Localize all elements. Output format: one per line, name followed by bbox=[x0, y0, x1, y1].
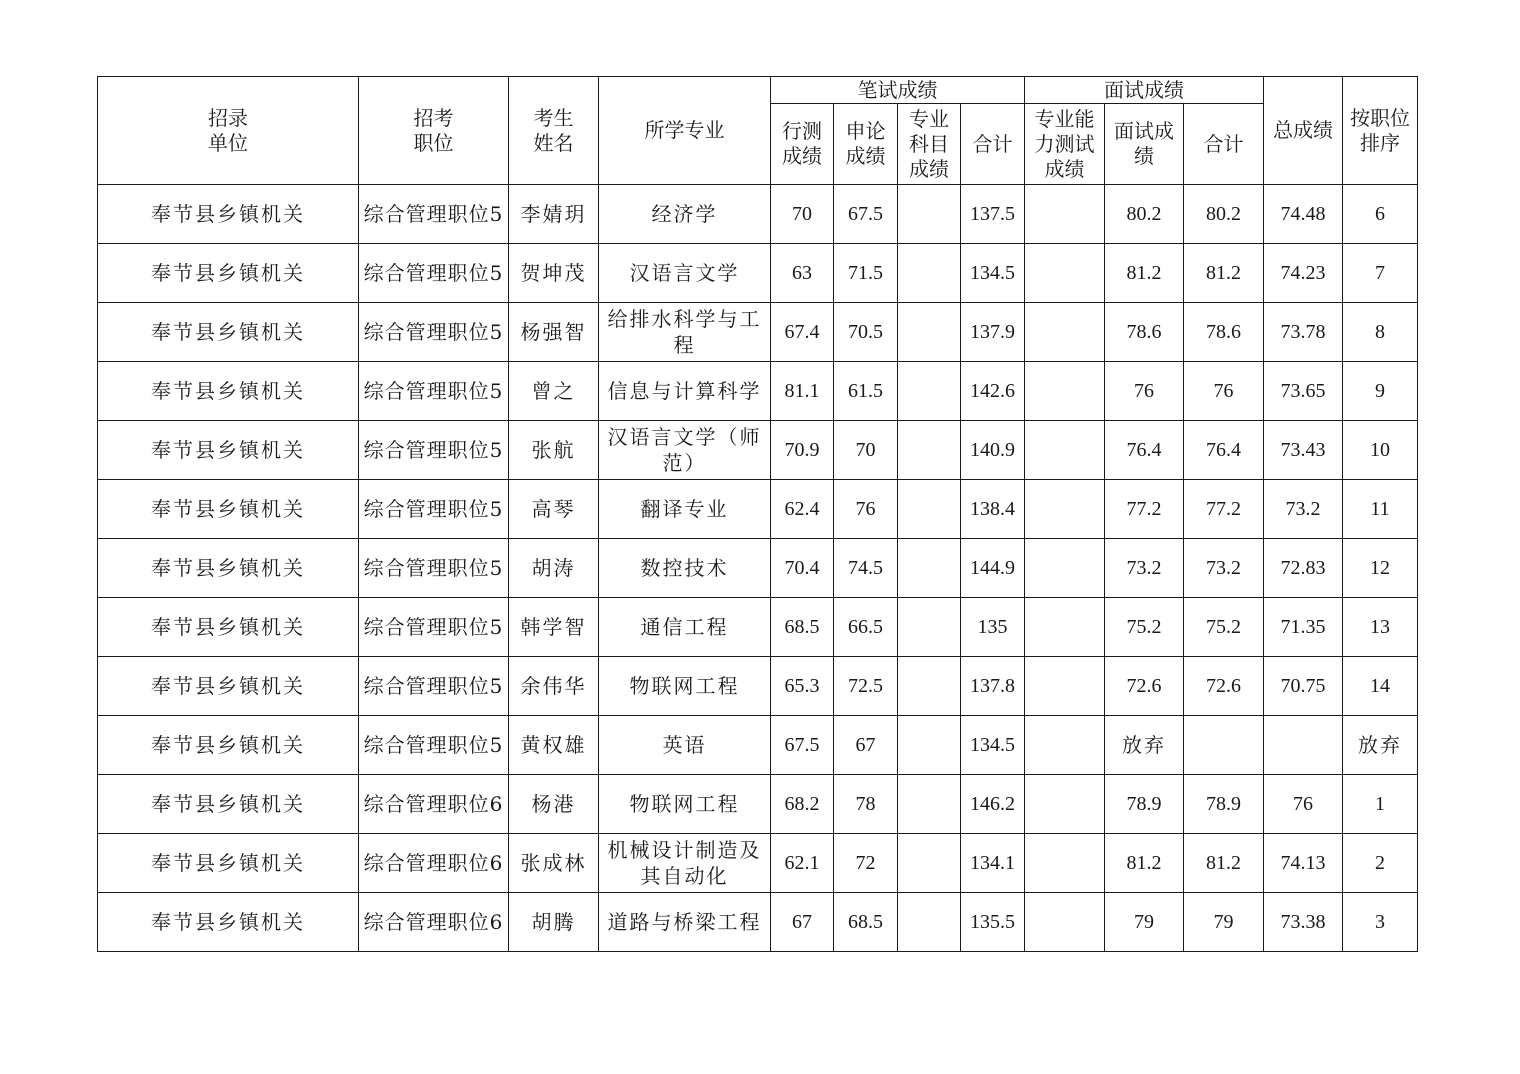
cell-written-total: 144.9 bbox=[961, 539, 1025, 598]
header-major: 所学专业 bbox=[599, 77, 771, 185]
table-row bbox=[98, 244, 1418, 303]
cell-rank: 10 bbox=[1343, 421, 1418, 480]
cell-interview: 放弃 bbox=[1105, 716, 1184, 775]
cell-unit: 奉节县乡镇机关 bbox=[98, 893, 359, 952]
cell-interview-total: 78.6 bbox=[1184, 303, 1264, 362]
cell-position: 综合管理职位6 bbox=[359, 893, 509, 952]
cell-major: 数控技术 bbox=[599, 539, 771, 598]
cell-shenlun: 78 bbox=[834, 775, 898, 834]
cell-shenlun: 72.5 bbox=[834, 657, 898, 716]
cell-name: 李婧玥 bbox=[509, 185, 599, 244]
cell-shenlun: 70 bbox=[834, 421, 898, 480]
cell-xingce: 70 bbox=[771, 185, 834, 244]
cell-interview-total: 73.2 bbox=[1184, 539, 1264, 598]
cell-written-total: 138.4 bbox=[961, 480, 1025, 539]
cell-interview-total: 76.4 bbox=[1184, 421, 1264, 480]
cell-ability bbox=[1025, 775, 1105, 834]
cell-xingce: 62.4 bbox=[771, 480, 834, 539]
cell-special bbox=[898, 834, 961, 893]
cell-ability bbox=[1025, 893, 1105, 952]
header-unit: 招录 单位 bbox=[98, 77, 359, 185]
cell-written-total: 146.2 bbox=[961, 775, 1025, 834]
table-row bbox=[98, 362, 1418, 421]
cell-special bbox=[898, 244, 961, 303]
cell-interview-total: 75.2 bbox=[1184, 598, 1264, 657]
cell-interview: 80.2 bbox=[1105, 185, 1184, 244]
cell-total: 73.65 bbox=[1264, 362, 1343, 421]
cell-written-total: 135.5 bbox=[961, 893, 1025, 952]
cell-interview-total: 79 bbox=[1184, 893, 1264, 952]
cell-written-total: 142.6 bbox=[961, 362, 1025, 421]
cell-position: 综合管理职位5 bbox=[359, 362, 509, 421]
cell-total: 74.23 bbox=[1264, 244, 1343, 303]
cell-name: 黄权雄 bbox=[509, 716, 599, 775]
cell-name: 韩学智 bbox=[509, 598, 599, 657]
cell-total: 73.2 bbox=[1264, 480, 1343, 539]
cell-ability bbox=[1025, 480, 1105, 539]
cell-special bbox=[898, 893, 961, 952]
cell-rank: 8 bbox=[1343, 303, 1418, 362]
cell-special bbox=[898, 657, 961, 716]
cell-position: 综合管理职位5 bbox=[359, 598, 509, 657]
cell-shenlun: 66.5 bbox=[834, 598, 898, 657]
header-position: 招考 职位 bbox=[359, 77, 509, 185]
cell-rank: 13 bbox=[1343, 598, 1418, 657]
cell-major: 物联网工程 bbox=[599, 775, 771, 834]
table-row bbox=[98, 716, 1418, 775]
cell-interview-total: 76 bbox=[1184, 362, 1264, 421]
cell-unit: 奉节县乡镇机关 bbox=[98, 421, 359, 480]
cell-interview-total: 77.2 bbox=[1184, 480, 1264, 539]
header-shenlun: 申论 成绩 bbox=[834, 104, 898, 185]
cell-shenlun: 74.5 bbox=[834, 539, 898, 598]
cell-unit: 奉节县乡镇机关 bbox=[98, 185, 359, 244]
cell-ability bbox=[1025, 834, 1105, 893]
table-row bbox=[98, 598, 1418, 657]
cell-special bbox=[898, 539, 961, 598]
cell-position: 综合管理职位6 bbox=[359, 834, 509, 893]
header-xingce: 行测 成绩 bbox=[771, 104, 834, 185]
cell-interview: 72.6 bbox=[1105, 657, 1184, 716]
cell-xingce: 68.2 bbox=[771, 775, 834, 834]
cell-written-total: 137.8 bbox=[961, 657, 1025, 716]
cell-unit: 奉节县乡镇机关 bbox=[98, 244, 359, 303]
cell-written-total: 137.9 bbox=[961, 303, 1025, 362]
cell-total: 73.43 bbox=[1264, 421, 1343, 480]
cell-rank: 9 bbox=[1343, 362, 1418, 421]
cell-shenlun: 67 bbox=[834, 716, 898, 775]
cell-major: 翻译专业 bbox=[599, 480, 771, 539]
cell-unit: 奉节县乡镇机关 bbox=[98, 362, 359, 421]
cell-special bbox=[898, 303, 961, 362]
header-name: 考生 姓名 bbox=[509, 77, 599, 185]
cell-total: 74.13 bbox=[1264, 834, 1343, 893]
cell-xingce: 63 bbox=[771, 244, 834, 303]
cell-written-total: 137.5 bbox=[961, 185, 1025, 244]
cell-major: 机械设计制造及 其自动化 bbox=[599, 834, 771, 893]
cell-major: 道路与桥梁工程 bbox=[599, 893, 771, 952]
cell-major: 通信工程 bbox=[599, 598, 771, 657]
header-ability-test: 专业能 力测试 成绩 bbox=[1025, 104, 1105, 185]
score-table bbox=[97, 76, 1418, 952]
cell-name: 张航 bbox=[509, 421, 599, 480]
header-rank: 按职位 排序 bbox=[1343, 77, 1418, 185]
table-row bbox=[98, 185, 1418, 244]
cell-major: 英语 bbox=[599, 716, 771, 775]
cell-ability bbox=[1025, 716, 1105, 775]
cell-interview: 77.2 bbox=[1105, 480, 1184, 539]
cell-written-total: 135 bbox=[961, 598, 1025, 657]
header-interview-score: 面试成 绩 bbox=[1105, 104, 1184, 185]
table-row bbox=[98, 893, 1418, 952]
cell-name: 曾之 bbox=[509, 362, 599, 421]
cell-special bbox=[898, 480, 961, 539]
cell-rank: 放弃 bbox=[1343, 716, 1418, 775]
cell-interview: 73.2 bbox=[1105, 539, 1184, 598]
cell-ability bbox=[1025, 303, 1105, 362]
cell-name: 张成林 bbox=[509, 834, 599, 893]
table-row bbox=[98, 834, 1418, 893]
cell-position: 综合管理职位6 bbox=[359, 775, 509, 834]
cell-position: 综合管理职位5 bbox=[359, 421, 509, 480]
cell-name: 贺坤茂 bbox=[509, 244, 599, 303]
cell-major: 汉语言文学（师 范） bbox=[599, 421, 771, 480]
cell-shenlun: 76 bbox=[834, 480, 898, 539]
cell-xingce: 67.5 bbox=[771, 716, 834, 775]
cell-major: 给排水科学与工 程 bbox=[599, 303, 771, 362]
cell-xingce: 67 bbox=[771, 893, 834, 952]
cell-special bbox=[898, 775, 961, 834]
cell-interview: 75.2 bbox=[1105, 598, 1184, 657]
cell-total: 72.83 bbox=[1264, 539, 1343, 598]
cell-xingce: 70.4 bbox=[771, 539, 834, 598]
cell-total: 71.35 bbox=[1264, 598, 1343, 657]
cell-name: 余伟华 bbox=[509, 657, 599, 716]
cell-ability bbox=[1025, 421, 1105, 480]
cell-unit: 奉节县乡镇机关 bbox=[98, 657, 359, 716]
cell-major: 物联网工程 bbox=[599, 657, 771, 716]
cell-written-total: 134.5 bbox=[961, 244, 1025, 303]
cell-rank: 14 bbox=[1343, 657, 1418, 716]
cell-ability bbox=[1025, 244, 1105, 303]
cell-ability bbox=[1025, 657, 1105, 716]
table-row bbox=[98, 657, 1418, 716]
cell-unit: 奉节县乡镇机关 bbox=[98, 480, 359, 539]
cell-interview: 78.9 bbox=[1105, 775, 1184, 834]
cell-shenlun: 68.5 bbox=[834, 893, 898, 952]
cell-rank: 2 bbox=[1343, 834, 1418, 893]
cell-total bbox=[1264, 716, 1343, 775]
cell-name: 胡涛 bbox=[509, 539, 599, 598]
cell-ability bbox=[1025, 362, 1105, 421]
cell-special bbox=[898, 716, 961, 775]
cell-xingce: 62.1 bbox=[771, 834, 834, 893]
cell-ability bbox=[1025, 185, 1105, 244]
cell-rank: 6 bbox=[1343, 185, 1418, 244]
header-total-score: 总成绩 bbox=[1264, 77, 1343, 185]
cell-unit: 奉节县乡镇机关 bbox=[98, 716, 359, 775]
cell-written-total: 140.9 bbox=[961, 421, 1025, 480]
cell-xingce: 65.3 bbox=[771, 657, 834, 716]
cell-interview-total: 81.2 bbox=[1184, 244, 1264, 303]
header-special-subject: 专业 科目 成绩 bbox=[898, 104, 961, 185]
cell-special bbox=[898, 598, 961, 657]
table-row bbox=[98, 480, 1418, 539]
cell-position: 综合管理职位5 bbox=[359, 657, 509, 716]
cell-name: 杨港 bbox=[509, 775, 599, 834]
cell-shenlun: 67.5 bbox=[834, 185, 898, 244]
cell-position: 综合管理职位5 bbox=[359, 480, 509, 539]
cell-position: 综合管理职位5 bbox=[359, 244, 509, 303]
cell-rank: 7 bbox=[1343, 244, 1418, 303]
cell-written-total: 134.5 bbox=[961, 716, 1025, 775]
cell-xingce: 68.5 bbox=[771, 598, 834, 657]
cell-shenlun: 71.5 bbox=[834, 244, 898, 303]
cell-major: 信息与计算科学 bbox=[599, 362, 771, 421]
header-interview-total: 合计 bbox=[1184, 104, 1264, 185]
table-row bbox=[98, 775, 1418, 834]
cell-position: 综合管理职位5 bbox=[359, 303, 509, 362]
cell-total: 76 bbox=[1264, 775, 1343, 834]
cell-shenlun: 72 bbox=[834, 834, 898, 893]
cell-unit: 奉节县乡镇机关 bbox=[98, 834, 359, 893]
cell-total: 73.38 bbox=[1264, 893, 1343, 952]
cell-interview: 78.6 bbox=[1105, 303, 1184, 362]
cell-xingce: 67.4 bbox=[771, 303, 834, 362]
header-interview-group: 面试成绩 bbox=[1025, 77, 1264, 104]
cell-interview: 81.2 bbox=[1105, 834, 1184, 893]
cell-total: 70.75 bbox=[1264, 657, 1343, 716]
table-row bbox=[98, 421, 1418, 480]
cell-position: 综合管理职位5 bbox=[359, 716, 509, 775]
cell-rank: 11 bbox=[1343, 480, 1418, 539]
cell-rank: 1 bbox=[1343, 775, 1418, 834]
cell-total: 74.48 bbox=[1264, 185, 1343, 244]
cell-interview-total bbox=[1184, 716, 1264, 775]
cell-name: 杨强智 bbox=[509, 303, 599, 362]
table-row bbox=[98, 539, 1418, 598]
cell-unit: 奉节县乡镇机关 bbox=[98, 775, 359, 834]
cell-interview: 81.2 bbox=[1105, 244, 1184, 303]
cell-unit: 奉节县乡镇机关 bbox=[98, 303, 359, 362]
cell-major: 汉语言文学 bbox=[599, 244, 771, 303]
header-written-total: 合计 bbox=[961, 104, 1025, 185]
cell-position: 综合管理职位5 bbox=[359, 185, 509, 244]
cell-interview: 79 bbox=[1105, 893, 1184, 952]
cell-xingce: 81.1 bbox=[771, 362, 834, 421]
cell-unit: 奉节县乡镇机关 bbox=[98, 598, 359, 657]
header-written-group: 笔试成绩 bbox=[771, 77, 1025, 104]
cell-interview-total: 78.9 bbox=[1184, 775, 1264, 834]
cell-interview: 76.4 bbox=[1105, 421, 1184, 480]
cell-rank: 12 bbox=[1343, 539, 1418, 598]
cell-written-total: 134.1 bbox=[961, 834, 1025, 893]
cell-interview-total: 80.2 bbox=[1184, 185, 1264, 244]
cell-unit: 奉节县乡镇机关 bbox=[98, 539, 359, 598]
cell-interview-total: 81.2 bbox=[1184, 834, 1264, 893]
cell-rank: 3 bbox=[1343, 893, 1418, 952]
table-row bbox=[98, 303, 1418, 362]
cell-total: 73.78 bbox=[1264, 303, 1343, 362]
cell-special bbox=[898, 185, 961, 244]
cell-shenlun: 70.5 bbox=[834, 303, 898, 362]
cell-name: 高琴 bbox=[509, 480, 599, 539]
cell-xingce: 70.9 bbox=[771, 421, 834, 480]
cell-ability bbox=[1025, 598, 1105, 657]
cell-special bbox=[898, 421, 961, 480]
cell-shenlun: 61.5 bbox=[834, 362, 898, 421]
cell-major: 经济学 bbox=[599, 185, 771, 244]
cell-special bbox=[898, 362, 961, 421]
cell-ability bbox=[1025, 539, 1105, 598]
cell-name: 胡腾 bbox=[509, 893, 599, 952]
cell-interview: 76 bbox=[1105, 362, 1184, 421]
cell-position: 综合管理职位5 bbox=[359, 539, 509, 598]
cell-interview-total: 72.6 bbox=[1184, 657, 1264, 716]
